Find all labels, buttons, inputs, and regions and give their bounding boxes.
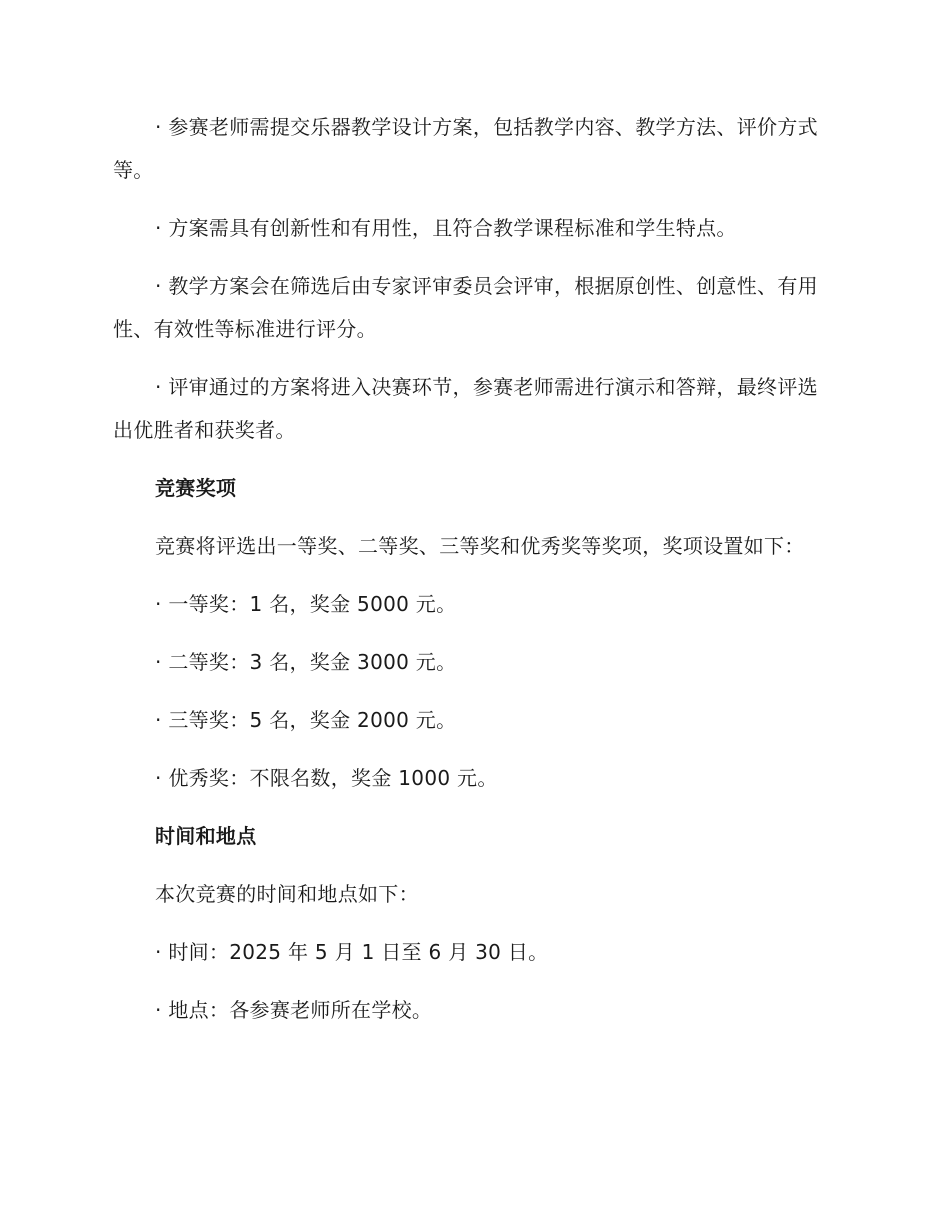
document-page (113, 106, 828, 1047)
review-item-2: · 方案需具有创新性和有用性，且符合教学课程标准和学生特点。 (155, 216, 737, 240)
time-item: · 时间：2025 年 5 月 1 日至 6 月 30 日。 (155, 940, 549, 964)
awards-heading: 竞赛奖项 (155, 476, 237, 500)
review-item-3: · 教学方案会在筛选后由专家评审委员会评审，根据原创性、创意性、有用性、有效性等标准进行评分。 (113, 274, 818, 341)
award-item-second: · 二等奖：3 名，奖金 3000 元。 (155, 650, 457, 674)
award-item-excellence: · 优秀奖：不限名数，奖金 1000 元。 (155, 766, 498, 790)
review-item-1: · 参赛老师需提交乐器教学设计方案，包括教学内容、教学方法、评价方式等。 (113, 115, 818, 182)
time-place-intro: 本次竞赛的时间和地点如下： (155, 882, 419, 906)
time-place-heading: 时间和地点 (155, 824, 257, 848)
review-item-4: · 评审通过的方案将进入决赛环节，参赛老师需进行演示和答辩，最终评选出优胜者和获奖者。 (113, 375, 818, 442)
awards-intro: 竞赛将评选出一等奖、二等奖、三等奖和优秀奖等奖项，奖项设置如下： (155, 534, 805, 558)
award-item-third: · 三等奖：5 名，奖金 2000 元。 (155, 708, 457, 732)
award-item-first: · 一等奖：1 名，奖金 5000 元。 (155, 592, 457, 616)
place-item: · 地点：各参赛老师所在学校。 (155, 998, 433, 1022)
